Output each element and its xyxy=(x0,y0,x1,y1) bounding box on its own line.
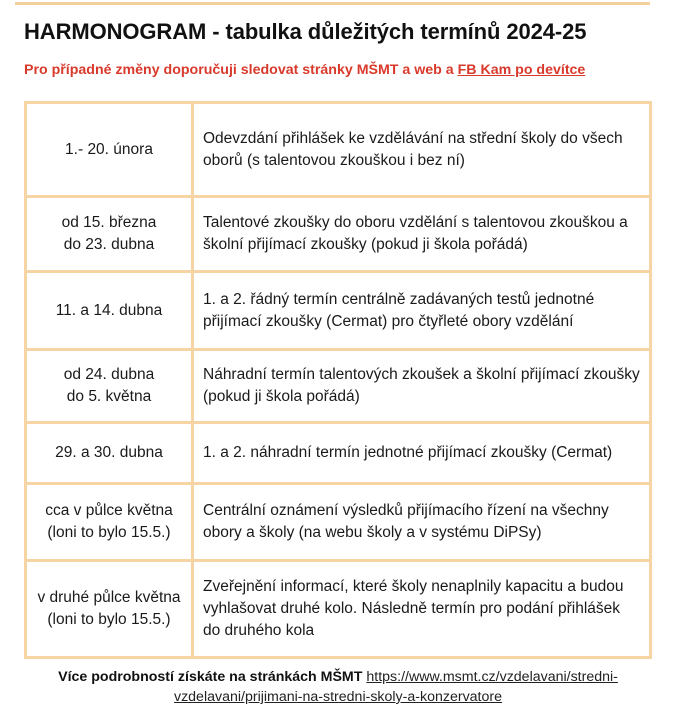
date-line: od 15. března xyxy=(61,214,157,231)
description-cell: Talentové zkoušky do oboru vzdělání s talentovou zkouškou a školní přijímací zkoušky (pokud ji škola pořádá) xyxy=(193,197,651,272)
msmt-link[interactable]: https://www.msmt.cz/vzdelavani/stredni-vzdelavani/prijimani-na-stredni-skoly-a-konzervatore xyxy=(173,669,618,705)
date-line: v druhé půlce května xyxy=(37,589,181,606)
description-cell: Odevzdání přihlášek ke vzdělávání na střední školy do všech oborů (s talentovou zkouškou i bez ní) xyxy=(193,103,651,197)
footer xyxy=(20,667,656,707)
description-cell: Zveřejnění informací, které školy nenaplnily kapacitu a budou vyhlašovat druhé kolo. Následně termín pro podání přihlášek do druhého kola xyxy=(193,561,651,658)
description-cell: Náhradní termín talentových zkoušek a školní přijímací zkoušky (pokud ji škola pořádá) xyxy=(193,350,651,423)
date-line: 29. a 30. dubna xyxy=(55,444,163,461)
date-line: cca v půlce května xyxy=(45,502,173,519)
date-cell xyxy=(26,350,193,423)
schedule-table xyxy=(24,101,652,659)
subtitle xyxy=(24,62,664,78)
table-row xyxy=(26,423,651,484)
date-line: do 5. května xyxy=(66,388,152,405)
date-line: do 23. dubna xyxy=(63,236,155,253)
subtitle-text: Pro případné změny doporučuji sledovat stránky MŠMT a web a xyxy=(24,62,458,78)
date-line: 11. a 14. dubna xyxy=(55,301,163,319)
date-cell xyxy=(26,423,193,484)
table-row xyxy=(26,484,651,561)
date-line: (loni to bylo 15.5.) xyxy=(47,524,171,541)
table-row xyxy=(26,561,651,658)
table-row xyxy=(26,272,651,350)
date-cell xyxy=(26,272,193,350)
top-divider xyxy=(15,2,650,5)
date-line: (loni to bylo 15.5.) xyxy=(47,611,171,628)
footer-text: Více podrobností získáte na stránkách MŠMT xyxy=(58,669,363,685)
date-cell xyxy=(26,484,193,561)
fb-kam-po-devitce-link[interactable]: FB Kam po devítce xyxy=(457,62,586,78)
page-title: HARMONOGRAM - tabulka důležitých termínů 2024-25 xyxy=(24,19,587,44)
description-cell: 1. a 2. řádný termín centrálně zadávaných testů jednotné přijímací zkoušky (Cermat) pro čtyřleté obory vzdělání xyxy=(193,272,651,350)
table-row xyxy=(26,350,651,423)
description-cell: 1. a 2. náhradní termín jednotné přijímací zkoušky (Cermat) xyxy=(193,423,651,484)
table-row xyxy=(26,103,651,197)
date-cell xyxy=(26,561,193,658)
date-cell xyxy=(26,103,193,197)
description-cell: Centrální oznámení výsledků přijímacího řízení na všechny obory a školy (na webu školy a v systému DiPSy) xyxy=(193,484,651,561)
table-row xyxy=(26,197,651,272)
date-line: 1.- 20. února xyxy=(65,140,153,158)
date-cell xyxy=(26,197,193,272)
date-line: od 24. dubna xyxy=(63,366,155,383)
